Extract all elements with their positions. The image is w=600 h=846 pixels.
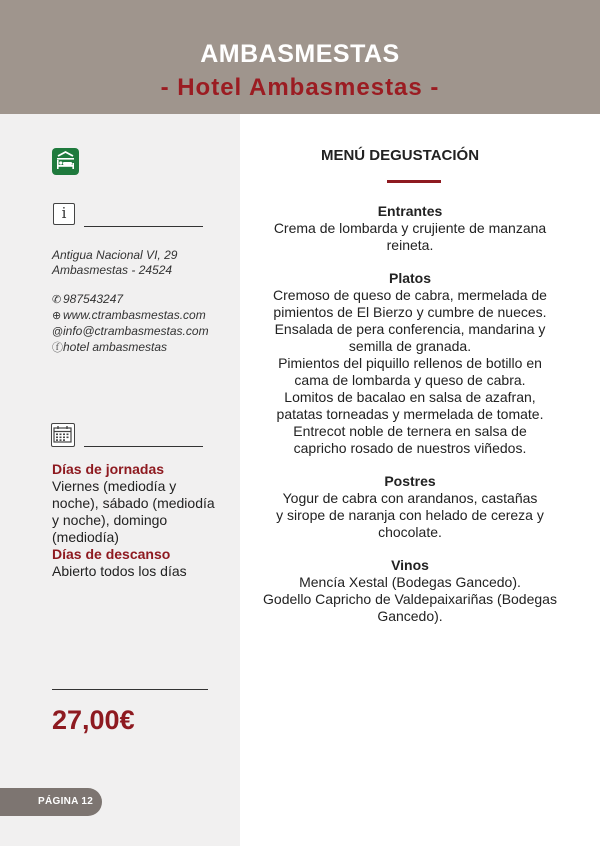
price: 27,00€ (52, 705, 135, 735)
facebook-link[interactable]: hotel ambasmestas (63, 340, 168, 354)
menu-line: Pimientos del piquillo rellenos de botillo en (278, 355, 542, 371)
section-heading: Platos (388, 270, 431, 286)
days-line: (mediodía) (52, 529, 119, 545)
menu-line: pimientos de El Bierzo y cumbre de nueces. (273, 304, 547, 320)
phone-number[interactable]: 987543247 (63, 292, 124, 306)
days-label: Días de jornadas (52, 461, 165, 477)
menu-line: Ensalada de pera conferencia, mandarina y (274, 321, 546, 337)
menu-body (260, 203, 560, 641)
menu-line: cama de lombarda y queso de cabra. (294, 372, 526, 388)
divider (84, 446, 203, 447)
menu-section-entrantes (260, 203, 560, 254)
divider (84, 226, 203, 227)
email-link[interactable]: info@ctrambasmestas.com (63, 324, 209, 338)
menu-line: Cremoso de queso de cabra, mermelada de (273, 287, 547, 303)
menu-section-vinos (260, 557, 560, 625)
rest-label: Días de descanso (52, 546, 171, 562)
schedule (52, 461, 222, 580)
section-heading: Entrantes (377, 203, 443, 219)
contact-list (52, 292, 209, 356)
days-line: Viernes (mediodía y (52, 478, 177, 494)
address-line: Antigua Nacional VI, 29 (52, 248, 178, 262)
menu-line: chocolate. (378, 524, 442, 540)
menu-line: capricho rosado de nuestros viñedos. (293, 440, 527, 456)
phone-icon: ✆ (52, 294, 62, 306)
email-icon: @ (52, 326, 64, 338)
title-underline (387, 180, 441, 183)
menu-line: y sirope de naranja con helado de cereza y (276, 507, 544, 523)
menu-line: patatas torneadas y mermelada de tomate. (276, 406, 544, 422)
calendar-icon (51, 423, 75, 447)
info-icon: i (53, 203, 75, 225)
page-number: PÁGINA 12 (38, 796, 94, 807)
header-subtitle: - Hotel Ambasmestas - (160, 74, 440, 101)
facebook-icon: ⓕ (52, 342, 63, 354)
menu-line: Godello Capricho de Valdepaixariñas (Bodegas (263, 591, 557, 607)
menu-line: semilla de granada. (348, 338, 472, 354)
days-line: y noche), domingo (52, 512, 168, 528)
address (52, 248, 177, 278)
globe-icon: ⊕ (52, 310, 62, 322)
menu-line: Yogur de cabra con arandanos, castañas (282, 490, 538, 506)
page-header (0, 0, 600, 114)
section-heading: Postres (384, 473, 436, 489)
page-number-tab (0, 788, 102, 816)
menu-line: Mencía Xestal (Bodegas Gancedo). (299, 574, 521, 590)
menu-line: reineta. (386, 237, 434, 253)
menu-section-postres (260, 473, 560, 541)
days-line: noche), sábado (mediodía (52, 495, 215, 511)
hotel-icon (52, 148, 79, 175)
divider (52, 689, 208, 690)
header-title: AMBASMESTAS (200, 40, 400, 68)
address-line: Ambasmestas - 24524 (52, 263, 173, 277)
menu-line: Gancedo). (377, 608, 443, 624)
menu-line: Crema de lombarda y crujiente de manzana (273, 220, 547, 236)
menu-title: MENÚ DEGUSTACIÓN (320, 147, 480, 164)
menu-section-platos (260, 270, 560, 457)
website-link[interactable]: www.ctrambasmestas.com (63, 308, 206, 322)
section-heading: Vinos (391, 557, 429, 573)
menu-line: Entrecot noble de ternera en salsa de (293, 423, 527, 439)
rest-value: Abierto todos los días (52, 563, 187, 579)
menu-line: Lomitos de bacalao en salsa de azafran, (284, 389, 536, 405)
